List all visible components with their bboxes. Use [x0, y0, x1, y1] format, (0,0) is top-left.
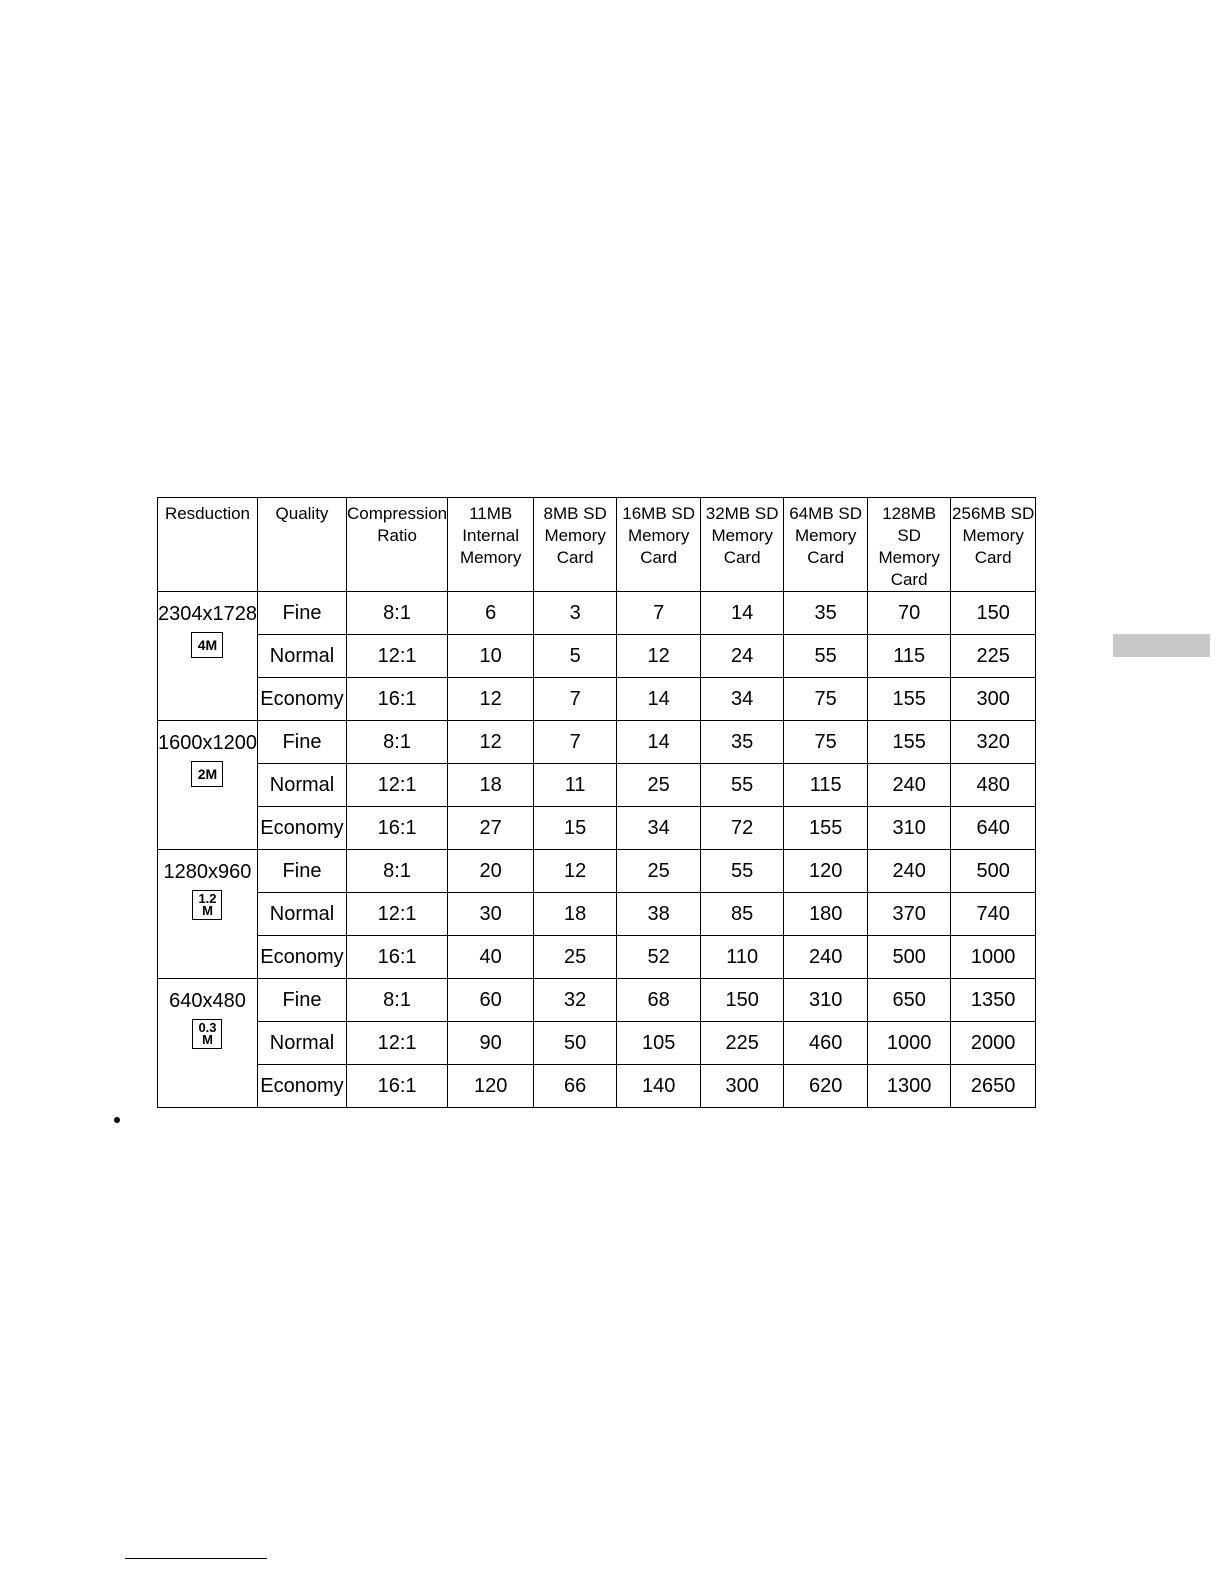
count-cell: 52 [617, 936, 701, 979]
count-cell: 6 [448, 592, 534, 635]
column-header: 128MB SD Memory Card [868, 498, 951, 592]
count-cell: 12 [617, 635, 701, 678]
quality-cell: Economy [257, 807, 346, 850]
count-cell: 2000 [951, 1022, 1036, 1065]
count-cell: 55 [784, 635, 868, 678]
count-cell: 740 [951, 893, 1036, 936]
count-cell: 1300 [868, 1065, 951, 1108]
count-cell: 1350 [951, 979, 1036, 1022]
count-cell: 75 [784, 721, 868, 764]
ratio-cell: 8:1 [346, 979, 447, 1022]
quality-cell: Normal [257, 893, 346, 936]
count-cell: 180 [784, 893, 868, 936]
count-cell: 14 [617, 721, 701, 764]
resolution-label: 640x480 [169, 990, 246, 1012]
column-header: 8MB SD Memory Card [534, 498, 617, 592]
count-cell: 25 [617, 850, 701, 893]
badge-text: 4M [197, 637, 218, 653]
table-row [158, 850, 1036, 893]
resolution-cell [158, 721, 258, 850]
count-cell: 240 [784, 936, 868, 979]
quality-cell: Fine [257, 850, 346, 893]
table-row [158, 635, 1036, 678]
count-cell: 35 [784, 592, 868, 635]
quality-cell: Economy [257, 936, 346, 979]
count-cell: 620 [784, 1065, 868, 1108]
ratio-cell: 8:1 [346, 721, 447, 764]
ratio-cell: 12:1 [346, 635, 447, 678]
ratio-cell: 16:1 [346, 807, 447, 850]
quality-cell: Normal [257, 764, 346, 807]
count-cell: 18 [448, 764, 534, 807]
count-cell: 68 [617, 979, 701, 1022]
quality-cell: Fine [257, 979, 346, 1022]
count-cell: 90 [448, 1022, 534, 1065]
count-cell: 11 [534, 764, 617, 807]
ratio-cell: 12:1 [346, 764, 447, 807]
count-cell: 225 [951, 635, 1036, 678]
resolution-label: 1600x1200 [158, 732, 257, 754]
badge-text: M [202, 903, 213, 918]
resolution-cell [158, 850, 258, 979]
badge-text: M [202, 1032, 213, 1047]
column-header: 11MB Internal Memory [448, 498, 534, 592]
count-cell: 66 [534, 1065, 617, 1108]
count-cell: 55 [701, 850, 784, 893]
resolution-label: 1280x960 [163, 861, 252, 883]
table-row [158, 1065, 1036, 1108]
count-cell: 1000 [868, 1022, 951, 1065]
count-cell: 370 [868, 893, 951, 936]
ratio-cell: 12:1 [346, 1022, 447, 1065]
table-row [158, 1022, 1036, 1065]
count-cell: 34 [617, 807, 701, 850]
count-cell: 30 [448, 893, 534, 936]
count-cell: 105 [617, 1022, 701, 1065]
column-header: 32MB SD Memory Card [701, 498, 784, 592]
count-cell: 155 [784, 807, 868, 850]
count-cell: 150 [951, 592, 1036, 635]
count-cell: 120 [448, 1065, 534, 1108]
count-cell: 70 [868, 592, 951, 635]
ratio-cell: 8:1 [346, 592, 447, 635]
quality-cell: Fine [257, 592, 346, 635]
quality-cell: Fine [257, 721, 346, 764]
table-row [158, 893, 1036, 936]
ratio-cell: 12:1 [346, 893, 447, 936]
count-cell: 120 [784, 850, 868, 893]
count-cell: 85 [701, 893, 784, 936]
count-cell: 155 [868, 721, 951, 764]
ratio-cell: 16:1 [346, 1065, 447, 1108]
count-cell: 155 [868, 678, 951, 721]
table-row [158, 936, 1036, 979]
count-cell: 20 [448, 850, 534, 893]
count-cell: 12 [448, 721, 534, 764]
count-cell: 12 [534, 850, 617, 893]
count-cell: 72 [701, 807, 784, 850]
count-cell: 34 [701, 678, 784, 721]
count-cell: 225 [701, 1022, 784, 1065]
count-cell: 40 [448, 936, 534, 979]
count-cell: 310 [784, 979, 868, 1022]
table-row [158, 721, 1036, 764]
column-header: Quality [257, 498, 346, 592]
count-cell: 240 [868, 764, 951, 807]
ratio-cell: 16:1 [346, 678, 447, 721]
count-cell: 320 [951, 721, 1036, 764]
count-cell: 240 [868, 850, 951, 893]
count-cell: 50 [534, 1022, 617, 1065]
badge-text: 1.2 [198, 891, 217, 906]
count-cell: 480 [951, 764, 1036, 807]
0-3-megapixel-icon [192, 1019, 222, 1049]
column-header: 64MB SD Memory Card [784, 498, 868, 592]
count-cell: 60 [448, 979, 534, 1022]
count-cell: 7 [534, 678, 617, 721]
count-cell: 15 [534, 807, 617, 850]
column-header: 256MB SD Memory Card [951, 498, 1036, 592]
count-cell: 38 [617, 893, 701, 936]
count-cell: 140 [617, 1065, 701, 1108]
count-cell: 25 [617, 764, 701, 807]
count-cell: 14 [701, 592, 784, 635]
table-row [158, 807, 1036, 850]
count-cell: 55 [701, 764, 784, 807]
count-cell: 115 [868, 635, 951, 678]
count-cell: 3 [534, 592, 617, 635]
count-cell: 2650 [951, 1065, 1036, 1108]
count-cell: 115 [784, 764, 868, 807]
side-tab-marker [1113, 634, 1210, 657]
count-cell: 5 [534, 635, 617, 678]
quality-cell: Normal [257, 635, 346, 678]
count-cell: 10 [448, 635, 534, 678]
count-cell: 110 [701, 936, 784, 979]
resolution-cell [158, 979, 258, 1108]
count-cell: 24 [701, 635, 784, 678]
count-cell: 32 [534, 979, 617, 1022]
table-row [158, 764, 1036, 807]
quality-cell: Normal [257, 1022, 346, 1065]
count-cell: 640 [951, 807, 1036, 850]
count-cell: 12 [448, 678, 534, 721]
badge-text: 2M [197, 766, 218, 782]
column-header: Compression Ratio [346, 498, 447, 592]
count-cell: 27 [448, 807, 534, 850]
ratio-cell: 16:1 [346, 936, 447, 979]
footnote-rule [125, 1558, 267, 1559]
quality-cell: Economy [257, 678, 346, 721]
image-capacity-table [157, 497, 1036, 1108]
count-cell: 650 [868, 979, 951, 1022]
count-cell: 75 [784, 678, 868, 721]
count-cell: 7 [534, 721, 617, 764]
header-row [158, 498, 1036, 592]
4-megapixel-icon [191, 632, 223, 658]
count-cell: 300 [951, 678, 1036, 721]
count-cell: 25 [534, 936, 617, 979]
count-cell: 35 [701, 721, 784, 764]
table-row [158, 592, 1036, 635]
2-megapixel-icon [191, 761, 223, 787]
column-header: 16MB SD Memory Card [617, 498, 701, 592]
count-cell: 500 [951, 850, 1036, 893]
resolution-cell [158, 592, 258, 721]
table-row [158, 678, 1036, 721]
resolution-label: 2304x1728 [158, 603, 257, 625]
1-2-megapixel-icon [192, 890, 222, 920]
column-header: Resduction [158, 498, 258, 592]
ratio-cell: 8:1 [346, 850, 447, 893]
count-cell: 7 [617, 592, 701, 635]
count-cell: 1000 [951, 936, 1036, 979]
count-cell: 460 [784, 1022, 868, 1065]
badge-text: 0.3 [198, 1020, 217, 1035]
count-cell: 500 [868, 936, 951, 979]
quality-cell: Economy [257, 1065, 346, 1108]
table-row [158, 979, 1036, 1022]
count-cell: 310 [868, 807, 951, 850]
bullet-point [114, 1117, 120, 1123]
count-cell: 300 [701, 1065, 784, 1108]
count-cell: 14 [617, 678, 701, 721]
count-cell: 18 [534, 893, 617, 936]
count-cell: 150 [701, 979, 784, 1022]
